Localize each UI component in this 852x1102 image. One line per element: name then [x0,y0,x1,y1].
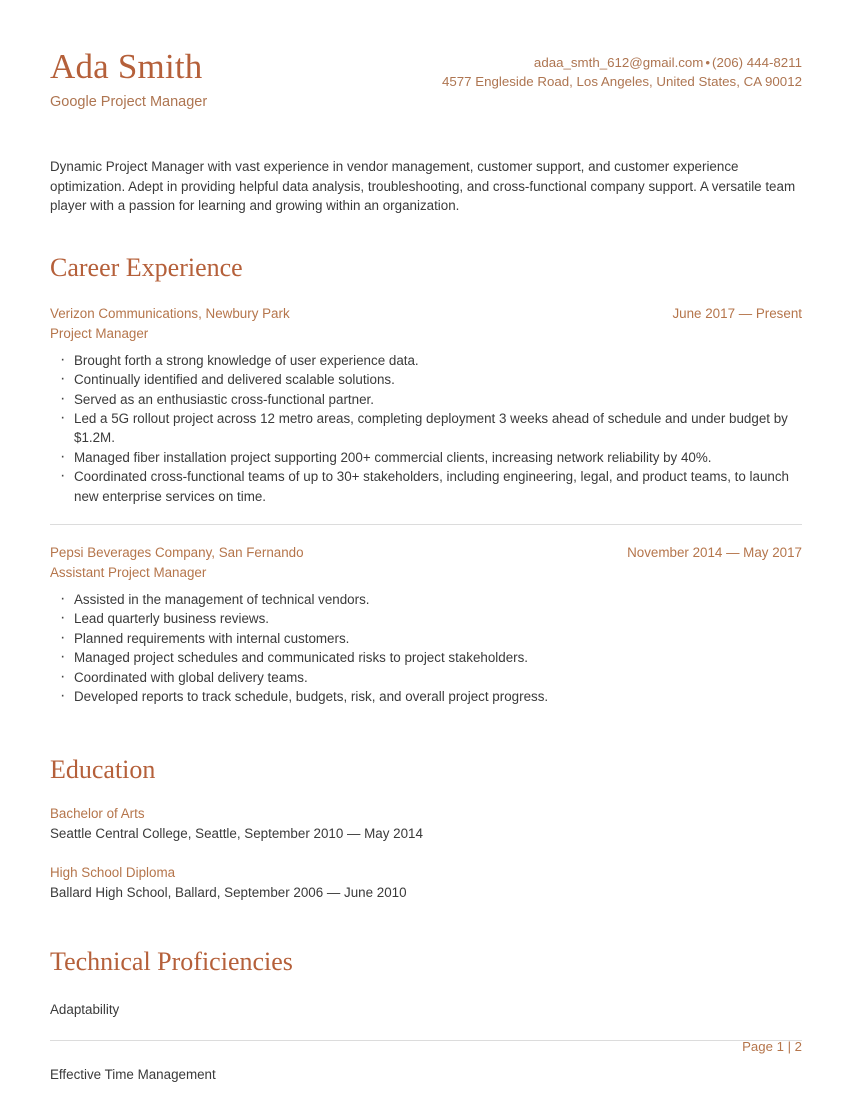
page-footer [50,1039,802,1054]
list-item: · Brought forth a strong knowledge of user experience data. [50,351,802,370]
experience-role: Assistant Project Manager [50,565,207,581]
professional-summary: Dynamic Project Manager with vast experience in vendor management, customer support, and customer experience optimization. Adept in providing helpful data analysis, troubleshooting, and cross-functional company support. A versatile team player with a passion for learning and growing within an organization. [50,159,796,214]
experience-bullet-list [50,351,802,506]
experience-dates: November 2014 — May 2017 [627,545,802,561]
list-item: · Developed reports to track schedule, budgets, risk, and overall project progress. [50,687,802,706]
education-item [50,863,802,902]
list-item: · Coordinated cross-functional teams of up to 30+ stakeholders, including engineering, legal, and product teams, to launch new enterprise services on time. [50,467,802,506]
section-title-experience: Career Experience [50,252,243,282]
contact-block [442,46,802,91]
skill-item: Adaptability [50,1002,120,1018]
section-education [50,754,802,902]
list-item: · Led a 5G rollout project across 12 metro areas, completing deployment 3 weeks ahead of schedule and under budget by $1.2M. [50,409,802,448]
experience-item-header [50,304,802,323]
education-degree: Bachelor of Arts [50,806,145,822]
email-text: adaa_smth_612@gmail.com [533,55,704,70]
list-item: · Lead quarterly business reviews. [50,609,802,628]
list-item: · Planned requirements with internal customers. [50,629,802,648]
experience-item [50,541,802,706]
experience-role: Project Manager [50,325,149,341]
experience-item-header [50,543,802,562]
experience-organization: Pepsi Beverages Company, San Fernando [50,545,304,561]
list-item: · Continually identified and delivered scalable solutions. [50,370,802,389]
list-item: · Managed fiber installation project supporting 200+ commercial clients, increasing network reliability by 40%. [50,448,802,467]
section-career-experience [50,252,802,707]
identity-block [50,46,207,112]
page-indicator: Page 1 | 2 [742,1039,802,1054]
education-detail: Ballard High School, Ballard, September 2006 — June 2010 [50,884,407,900]
education-degree: High School Diploma [50,864,176,880]
candidate-job-title: Google Project Manager [50,94,208,110]
experience-bullet-list [50,590,802,706]
section-technical-proficiencies [50,946,802,1102]
contact-separator: • [705,55,711,70]
experience-item [50,302,802,506]
section-title-skills: Technical Proficiencies [50,947,293,977]
experience-dates: June 2017 — Present [672,305,802,321]
experience-divider [50,524,802,525]
list-item: · Coordinated with global delivery teams. [50,668,802,687]
education-detail: Seattle Central College, Seattle, September 2010 — May 2014 [50,826,423,842]
experience-organization: Verizon Communications, Newbury Park [50,305,290,321]
resume-header [50,0,802,112]
list-item: · Managed project schedules and communicated risks to project stakeholders. [50,648,802,667]
phone-text: (206) 444-8211 [712,55,802,70]
contact-line-primary [442,54,802,73]
list-item: · Assisted in the management of technical vendors. [50,590,802,609]
address-text: 4577 Engleside Road, Los Angeles, United States, CA 90012 [441,73,802,89]
list-item: · Served as an enthusiastic cross-functional partner. [50,390,802,409]
education-item [50,804,802,843]
skill-item: Effective Time Management [50,1067,216,1083]
candidate-name: Ada Smith [50,47,203,86]
section-title-education: Education [50,755,156,785]
